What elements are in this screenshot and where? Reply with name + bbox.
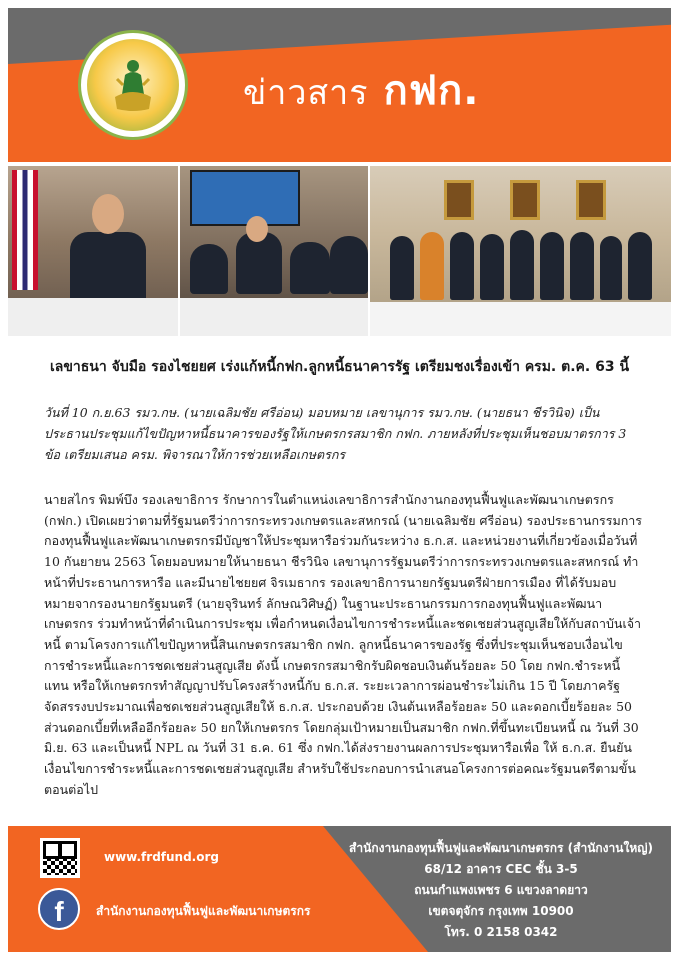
website-link[interactable]: www.frdfund.org <box>104 850 219 864</box>
logo-emblem <box>87 39 179 131</box>
rice-goddess-icon <box>111 57 155 113</box>
news-headline: เลขาธนา จับมือ รองไชยยศ เร่งแก้หนี้กฟก.ลูกหนี้ธนาคารรัฐ เตรียมชงเรื่องเข้า ครม. ต.ค. 63 นี้ <box>49 359 630 375</box>
person-head <box>92 194 124 234</box>
news-intro: วันที่ 10 ก.ย.63 รมว.กษ. (นายเฉลิมชัย ศรีอ่อน) มอบหมาย เลขานุการ รมว.กษ. (นายธนา ชีรวินิจ) เป็นประธานประชุมแก้ไขปัญหาหนี้ธนาคารของรัฐให้เกษตรกรสมาชิก กฟก. ภายหลังที่ประชุมเห็นชอบมาตรการ 3 ข้อ เตรียมเสนอ ครม. พิจารณาให้การช่วยเหลือเกษตรกร <box>44 405 627 462</box>
person-head <box>246 216 268 242</box>
photo-group <box>370 166 671 336</box>
header-banner <box>8 8 671 162</box>
portrait-frame <box>444 180 474 220</box>
facebook-icon[interactable]: f <box>38 888 80 930</box>
person <box>190 244 228 294</box>
photo-meeting-room <box>180 166 368 336</box>
presentation-screen <box>190 170 300 226</box>
person <box>420 232 444 300</box>
person <box>600 236 622 300</box>
person <box>628 232 652 300</box>
person <box>540 232 564 300</box>
thai-flag <box>12 170 38 290</box>
title-org: กฟก. <box>383 68 480 114</box>
facebook-page-label[interactable]: สำนักงานกองทุนฟื้นฟูและพัฒนาเกษตรกร <box>96 904 311 918</box>
portrait-frame <box>576 180 606 220</box>
footer-banner <box>8 826 671 952</box>
person <box>330 236 368 294</box>
person <box>390 236 414 300</box>
person <box>450 232 474 300</box>
address-line: ถนนกำแพงเพชร 6 แขวงลาดยาว <box>414 883 588 897</box>
address-line: 68/12 อาคาร CEC ชั้น 3-5 <box>424 862 578 876</box>
person <box>570 232 594 300</box>
portrait-frame <box>510 180 540 220</box>
qr-code[interactable] <box>40 838 80 878</box>
title-prefix: ข่าวสาร <box>243 73 369 113</box>
meeting-table <box>180 298 368 336</box>
photo-strip <box>8 166 671 336</box>
frdfund-logo <box>78 30 188 140</box>
photo-meeting-chair <box>8 166 178 336</box>
contact-address <box>338 838 664 943</box>
person <box>290 242 330 294</box>
person <box>480 234 504 300</box>
person <box>510 230 534 300</box>
address-line: เขตจตุจักร กรุงเทพ 10900 <box>428 904 574 918</box>
news-body: นายสไกร พิมพ์บึง รองเลขาธิการ รักษาการในตำแหน่งเลขาธิการสำนักงานกองทุนฟื้นฟูและพัฒนาเกษตรกร (กฟก.) เปิดเผยว่าตามที่รัฐมนตรีว่าการกระทรวงเกษตรและสหกรณ์ (นายเฉลิมชัย ศรีอ่อน) รองประธานกรรมการกองทุนฟื้นฟูและพัฒนาเกษตรกรมีบัญชาให้ประชุมหารือร่วมกันระหว่าง ธ.ก.ส. และหน่วยงานที่เกี่ยวข้องเมื่อวันที่ 10 กันยายน 2563 โดยมอบหมายให้นายธนา ชีรวินิจ เลขานุการรัฐมนตรีว่าการกระทรวงเกษตรและสหกรณ์ ทำหน้าที่ประธานการหารือ และมีนายไชยยศ จิรเมธากร รองเลขาธิการนายกรัฐมนตรีฝ่ายการเมือง ที่ได้รับมอบหมายจากรองนายกรัฐมนตรี (นายจุรินทร์ ลักษณวิศิษฏ์) ในฐานะประธานกรรมการกองทุนฟื้นฟูและพัฒนาเกษตรกร ร่วมทำหน้าที่ดำเนินการประชุม เพื่อกำหนดเงื่อนไขการชำระหนี้และชดเชยส่วนสูญเสียให้กับสถาบันเจ้าหนี้ ตามโครงการแก้ไขปัญหาหนี้สินเกษตรกรสมาชิก กฟก. ลูกหนี้ธนาคารของรัฐ ซึ่งที่ประชุมเห็นชอบเงื่อนไขการชำระหนี้และการชดเชยส่วนสูญเสีย ดังนี้ เกษตรกรสมาชิกรับผิดชอบเงินต้นร้อยละ 50 โดย กฟก.ชำระหนี้แทน หรือให้เกษตรกรทำสัญญาปรับโครงสร้างหนี้กับ ธ.ก.ส. ระยะเวลาการผ่อนชำระไม่เกิน 15 ปี โดยภาครัฐจัดสรรงบประมาณเพื่อชดเชยส่วนสูญเสียให้ ธ.ก.ส. ประกอบด้วย เงินต้นเหลือร้อยละ 50 และดอกเบี้ยร้อยละ 50 ส่วนดอกเบี้ยที่เหลืออีกร้อยละ 50 ยกให้เกษตรกร โดยกลุ่มเป้าหมายเป็นสมาชิก กฟก.ที่ขึ้นทะเบียนหนี้ ณ วันที่ 30 มิ.ย. 63 และเป็นหนี้ NPL ณ วันที่ 31 ธ.ค. 61 ซึ่ง กฟก.ได้ส่งรายงานผลการประชุมหารือเพื่อ ให้ ธ.ก.ส. ยืนยันเงื่อนไขการชำระหนี้และการชดเชยส่วนสูญเสีย สำหรับใช้ประกอบการนำเสนอโครงการต่อคณะรัฐมนตรีตามขั้นตอนต่อไป <box>44 492 642 797</box>
newsletter-title <box>243 58 479 122</box>
meeting-table <box>370 302 671 336</box>
address-line: สำนักงานกองทุนฟื้นฟูและพัฒนาเกษตรกร (สำนักงานใหญ่) <box>349 841 653 855</box>
meeting-table <box>8 298 178 336</box>
phone-number: โทร. 0 2158 0342 <box>444 925 558 939</box>
